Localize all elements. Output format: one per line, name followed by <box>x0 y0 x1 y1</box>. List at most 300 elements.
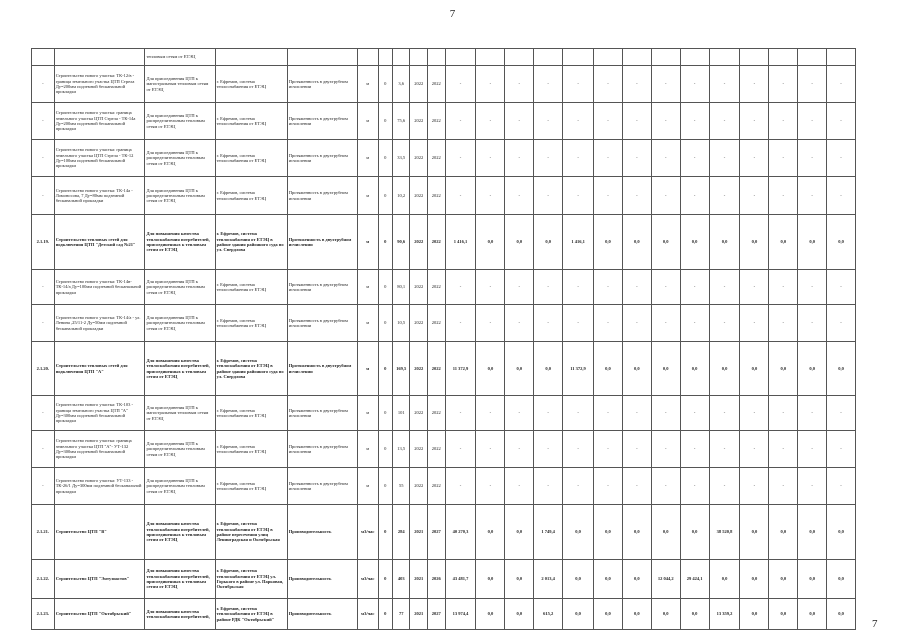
cell-year-start: 2022 <box>410 305 428 342</box>
cell-amount: - <box>534 270 563 305</box>
cell-amount: 0,0 <box>827 505 856 560</box>
cell-name: Строительство нового участка: граница земельного участка ЦТП Стрела - ТК-14а Ду=200мм подземной бесканальной прокладки <box>54 103 145 140</box>
cell-purpose: Для повышения качества теплоснабжения потребителей, присоединенных к тепловым сетям от ЕТЭЦ <box>145 215 215 270</box>
cell-year-start: 2022 <box>410 270 428 305</box>
cell-amount: 1 749,4 <box>534 505 563 560</box>
cell-amount: 0,0 <box>594 560 623 599</box>
cell-location: г. Ефремов, система теплоснабжения от ЕТЭЦ в районе здания районного суда по ул. Свердлова <box>215 342 287 396</box>
cell-amount: - <box>505 468 534 505</box>
cell-amount: - <box>827 305 856 342</box>
cell-amount: - <box>445 305 476 342</box>
cell-value-before: 0 <box>378 177 392 215</box>
cell-parameter: Протяженность в двухтрубном исчислении <box>287 431 357 468</box>
cell-purpose: Для повышения качества теплоснабжения потребителей, присоединенных к тепловым сетям от ЕТЭЦ <box>145 342 215 396</box>
cell-parameter: Протяженность в двухтрубном исчислении <box>287 140 357 177</box>
cell-year-end: 2022 <box>428 431 446 468</box>
cell-amount: 0,0 <box>563 599 594 630</box>
cell-amount: - <box>505 140 534 177</box>
cell-purpose: Для присоединения ЦТП к распределительным тепловым сетям от ЕТЭЦ <box>145 468 215 505</box>
cell-value-before: 0 <box>378 342 392 396</box>
cell-number: 2.1.19. <box>32 215 55 270</box>
cell-name: Строительство ЦТП "Октябрьский" <box>54 599 145 630</box>
cell-value-after: 3,6 <box>392 66 410 103</box>
cell-amount: 0,0 <box>798 599 827 630</box>
cell-amount: - <box>709 431 740 468</box>
cell-value-after: 10,2 <box>392 177 410 215</box>
cell-amount: - <box>563 396 594 431</box>
cell-amount: 0,0 <box>769 599 798 630</box>
cell-amount: - <box>594 468 623 505</box>
cell-year-start: 2022 <box>410 215 428 270</box>
cell-amount: - <box>445 431 476 468</box>
cell-unit: м <box>357 270 378 305</box>
cell-name: Строительство тепловых сетей для подключения ЦТП "Детский сад №21" <box>54 215 145 270</box>
cell-amount: 13 974,4 <box>445 599 476 630</box>
cell-value-before: 0 <box>378 505 392 560</box>
cell-location: г. Ефремов, система теплоснабжения от ЕТЭЦ в районе здания районного суда по ул. Свердлова <box>215 215 287 270</box>
table-row-section <box>32 505 856 560</box>
cell-value-after: 403 <box>392 560 410 599</box>
cell-amount: - <box>709 270 740 305</box>
cell-parameter: Протяженность в двухтрубном исчислении <box>287 215 357 270</box>
cell-amount: - <box>476 468 505 505</box>
cell-amount: 0,0 <box>476 560 505 599</box>
cell-amount: - <box>827 270 856 305</box>
cell-amount: 0,0 <box>476 342 505 396</box>
cell-location: г. Ефремов, система теплоснабжения от ЕТЭЦ <box>215 396 287 431</box>
cell-amount: - <box>445 66 476 103</box>
cell-year-start: 2021 <box>410 599 428 630</box>
cell-amount: - <box>798 140 827 177</box>
cell-location: г. Ефремов, система теплоснабжения от ЕТЭЦ <box>215 431 287 468</box>
cell-amount: - <box>505 270 534 305</box>
cell-year-start: 2022 <box>410 468 428 505</box>
cell-amount: - <box>680 177 709 215</box>
cell-location: г. Ефремов, система теплоснабжения от ЕТЭЦ ул. Горького в районе ул. Парковая, Октябрьская <box>215 560 287 599</box>
cell-location: г. Ефремов, система теплоснабжения от ЕТЭЦ в районе пересечения улиц Ленинградская и Октябрьская <box>215 505 287 560</box>
cell-amount: 11 372,9 <box>563 342 594 396</box>
cell-year-end: 2026 <box>428 560 446 599</box>
cell-amount: - <box>709 305 740 342</box>
cell-year-end: 2022 <box>428 215 446 270</box>
cell-amount: - <box>594 270 623 305</box>
cell-parameter: Протяженность в двухтрубном исчислении <box>287 177 357 215</box>
cell-value-before: 0 <box>378 270 392 305</box>
cell-value-before: 0 <box>378 396 392 431</box>
cell-year-end: 2022 <box>428 103 446 140</box>
cell-amount: 0,0 <box>505 560 534 599</box>
cell-amount: - <box>563 66 594 103</box>
cell-amount: 0,0 <box>622 505 651 560</box>
cell-amount: - <box>798 431 827 468</box>
cell-amount: - <box>505 431 534 468</box>
cell-amount: 0,0 <box>622 560 651 599</box>
cell-parameter: Производительность <box>287 560 357 599</box>
cell-name: Строительство нового участка: ТК-14в- ТК-14/а Ду=100мм подземной бесканальной прокладки <box>54 270 145 305</box>
cell-parameter: Производительность <box>287 599 357 630</box>
cell-parameter: Протяженность в двухтрубном исчислении <box>287 468 357 505</box>
cell-location: г. Ефремов, система теплоснабжения от ЕТЭЦ <box>215 305 287 342</box>
cell-purpose: Для присоединения ЦТП к магистральным тепловым сетям от ЕТЭЦ <box>145 66 215 103</box>
cell-value-after: 77 <box>392 599 410 630</box>
cell-purpose: Для присоединения ЦТП к распределительным тепловым сетям от ЕТЭЦ <box>145 177 215 215</box>
cell-amount: - <box>798 396 827 431</box>
cell-unit: м <box>357 103 378 140</box>
cell-unit: м3/час <box>357 560 378 599</box>
cell-amount: 0,0 <box>709 560 740 599</box>
cell-amount: 0,0 <box>563 505 594 560</box>
cell-amount: - <box>769 177 798 215</box>
cell-amount: - <box>769 305 798 342</box>
cell-amount: - <box>827 396 856 431</box>
cell-unit: м <box>357 66 378 103</box>
cell-amount: - <box>651 270 680 305</box>
cell-amount: - <box>476 66 505 103</box>
cell-unit: м <box>357 140 378 177</box>
cell-amount: 0,0 <box>476 505 505 560</box>
cell-amount: 0,0 <box>563 560 594 599</box>
cell-amount: 0,0 <box>709 342 740 396</box>
cell-year-start: 2021 <box>410 560 428 599</box>
cell-amount: - <box>740 431 769 468</box>
cell-parameter: Протяженность в двухтрубном исчислении <box>287 270 357 305</box>
cell-amount: - <box>505 396 534 431</box>
cell-purpose: Для повышения качества теплоснабжения потребителей, присоединенных к тепловым сетям от ЕТЭЦ <box>145 560 215 599</box>
table-row <box>32 431 856 468</box>
cell-amount: - <box>622 305 651 342</box>
cell-location: г. Ефремов, система теплоснабжения от ЕТЭЦ <box>215 66 287 103</box>
cell-amount: - <box>827 103 856 140</box>
cell-location: г. Ефремов, система теплоснабжения от ЕТЭЦ в районе РДК "Октябрьский" <box>215 599 287 630</box>
cell-amount: - <box>769 270 798 305</box>
cell-amount: 0,0 <box>827 342 856 396</box>
cell-amount: 13 359,2 <box>709 599 740 630</box>
cell-value-after: 80,1 <box>392 270 410 305</box>
cell-year-start: 2022 <box>410 140 428 177</box>
cell-name: Строительство нового участка: граница земельного участка ЦТП Стрела - ТК-12 Ду=100мм подземной бесканальной прокладки <box>54 140 145 177</box>
cell-amount: 0,0 <box>740 342 769 396</box>
cell-amount: 0,0 <box>680 215 709 270</box>
cell-amount: - <box>740 103 769 140</box>
cell-amount: - <box>534 177 563 215</box>
cell-amount: 0,0 <box>651 215 680 270</box>
cell-amount: - <box>622 177 651 215</box>
cell-value-after: 101 <box>392 396 410 431</box>
cell-value-after: 10,5 <box>392 305 410 342</box>
cell-amount: 0,0 <box>505 215 534 270</box>
page-number-top: 7 <box>449 8 456 20</box>
cell-year-start: 2022 <box>410 103 428 140</box>
cell-amount: 0,0 <box>827 560 856 599</box>
cell-amount: 0,0 <box>505 505 534 560</box>
cell-amount: 0,0 <box>505 342 534 396</box>
cell-amount: 0,0 <box>622 215 651 270</box>
table-row <box>32 468 856 505</box>
cell-amount: - <box>651 66 680 103</box>
cell-amount: - <box>534 103 563 140</box>
cell-name: Строительство нового участка: граница земельного участка ЦТП "А"- УТ-132 Ду=300мм подземной бесканальной прокладки <box>54 431 145 468</box>
cell-amount: - <box>827 140 856 177</box>
cell-year-end: 2022 <box>428 140 446 177</box>
cell-amount: - <box>709 66 740 103</box>
cell-amount: 0,0 <box>622 342 651 396</box>
cell-amount: 0,0 <box>680 599 709 630</box>
cell-purpose: Для присоединения ЦТП к распределительным тепловым сетям от ЕТЭЦ <box>145 270 215 305</box>
cell-amount: - <box>563 468 594 505</box>
table-row-section <box>32 342 856 396</box>
cell-amount: 0,0 <box>769 215 798 270</box>
cell-amount: 0,0 <box>769 342 798 396</box>
cell-parameter: Протяженность в двухтрубном исчислении <box>287 342 357 396</box>
cell-amount: - <box>622 468 651 505</box>
cell-value-after: 75,6 <box>392 103 410 140</box>
cell-year-end: 2022 <box>428 468 446 505</box>
cell-year-end: 2027 <box>428 599 446 630</box>
cell-amount: 0,0 <box>651 342 680 396</box>
cell-amount: - <box>740 270 769 305</box>
cell-amount: - <box>709 396 740 431</box>
cell-amount: - <box>622 66 651 103</box>
cell-amount: - <box>563 103 594 140</box>
cell-amount: - <box>769 468 798 505</box>
cell-value-before: 0 <box>378 140 392 177</box>
cell-amount: 0,0 <box>594 342 623 396</box>
table-row <box>32 66 856 103</box>
cell-amount: - <box>680 396 709 431</box>
cell-amount: 1 416,1 <box>563 215 594 270</box>
cell-number: - <box>32 66 55 103</box>
cell-amount: - <box>651 140 680 177</box>
cell-amount: - <box>594 396 623 431</box>
cell-amount: - <box>680 140 709 177</box>
cell-amount: - <box>651 177 680 215</box>
cell-purpose: тепловым сетям от ЕТЭЦ <box>145 49 215 66</box>
cell-parameter: Протяженность в двухтрубном исчислении <box>287 305 357 342</box>
cell-number: 2.1.21. <box>32 505 55 560</box>
cell-parameter: Протяженность в двухтрубном исчислении <box>287 396 357 431</box>
cell-amount: 0,0 <box>740 215 769 270</box>
cell-amount: 0,0 <box>505 599 534 630</box>
cell-amount: - <box>534 468 563 505</box>
cell-amount: - <box>594 431 623 468</box>
cell-amount: 0,0 <box>827 215 856 270</box>
table-row-section <box>32 599 856 630</box>
cell-amount: 0,0 <box>534 215 563 270</box>
cell-amount: 0,0 <box>622 599 651 630</box>
cell-year-end: 2022 <box>428 177 446 215</box>
page-number-bottom: 7 <box>872 618 878 630</box>
cell-amount: 0,0 <box>680 505 709 560</box>
cell-name: Строительство нового участка: ТК-103 - граница земельного участка ЦТП "А" Ду=300мм подземной бесканальной прокладки <box>54 396 145 431</box>
cell-value-before: 0 <box>378 599 392 630</box>
cell-amount: 0,0 <box>594 505 623 560</box>
cell-amount: - <box>798 103 827 140</box>
cell-year-end: 2022 <box>428 270 446 305</box>
cell-year-start: 2022 <box>410 396 428 431</box>
cell-amount: 0,0 <box>709 215 740 270</box>
cell-amount: 0,0 <box>740 599 769 630</box>
continuation-row <box>32 49 856 66</box>
cell-number: - <box>32 431 55 468</box>
cell-value-before: 0 <box>378 66 392 103</box>
table-row <box>32 103 856 140</box>
cell-amount: 0,0 <box>798 215 827 270</box>
cell-amount: - <box>563 270 594 305</box>
cell-amount: 0,0 <box>534 342 563 396</box>
cell-amount: 0,0 <box>798 342 827 396</box>
cell-amount: - <box>534 431 563 468</box>
cell-amount: - <box>476 103 505 140</box>
cell-unit: м <box>357 468 378 505</box>
cell-amount: - <box>505 103 534 140</box>
cell-amount: 1 416,1 <box>445 215 476 270</box>
cell-amount: - <box>651 103 680 140</box>
cell-value-after: 90,6 <box>392 215 410 270</box>
cell-amount: - <box>740 396 769 431</box>
cell-amount: - <box>827 468 856 505</box>
cell-amount: - <box>445 103 476 140</box>
cell-year-start: 2022 <box>410 177 428 215</box>
table-row-section <box>32 560 856 599</box>
cell-amount: - <box>594 305 623 342</box>
cell-amount: - <box>709 468 740 505</box>
cell-amount: - <box>769 431 798 468</box>
cell-name: Строительство нового участка: ТК-14/а - ул. Ленина ,25/11-2 Ду=50мм подземной бесканальной прокладки <box>54 305 145 342</box>
cell-year-start: 2022 <box>410 66 428 103</box>
cell-value-after: 284 <box>392 505 410 560</box>
cell-amount: - <box>709 177 740 215</box>
cell-purpose: Для повышения качества теплоснабжения потребителей, присоединенных к тепловым сетям от ЕТЭЦ <box>145 505 215 560</box>
cell-amount: - <box>534 305 563 342</box>
cell-amount: - <box>505 177 534 215</box>
cell-amount: - <box>594 140 623 177</box>
cell-amount: 0,0 <box>740 505 769 560</box>
cell-value-before: 0 <box>378 103 392 140</box>
cell-year-start: 2021 <box>410 505 428 560</box>
cell-amount: - <box>476 431 505 468</box>
cell-amount: - <box>651 305 680 342</box>
cell-amount: - <box>827 177 856 215</box>
cell-amount: - <box>622 431 651 468</box>
cell-amount: - <box>769 66 798 103</box>
cell-unit: м <box>357 431 378 468</box>
cell-amount: 11 372,9 <box>445 342 476 396</box>
cell-amount: - <box>476 177 505 215</box>
cell-amount: - <box>476 396 505 431</box>
cell-amount: 0,0 <box>651 599 680 630</box>
cell-number: - <box>32 103 55 140</box>
cell-amount: 0,0 <box>594 215 623 270</box>
cell-purpose: Для присоединения ЦТП к распределительным тепловым сетям от ЕТЭЦ <box>145 103 215 140</box>
cell-amount: - <box>445 270 476 305</box>
cell-amount: - <box>769 140 798 177</box>
cell-location: г. Ефремов, система теплоснабжения от ЕТЭЦ <box>215 103 287 140</box>
cell-amount: - <box>594 66 623 103</box>
cell-value-before: 0 <box>378 215 392 270</box>
cell-amount: - <box>680 103 709 140</box>
cell-amount: - <box>740 140 769 177</box>
cell-amount: - <box>827 66 856 103</box>
cell-amount: 0,0 <box>740 560 769 599</box>
cell-amount: - <box>798 66 827 103</box>
cell-amount: - <box>476 305 505 342</box>
cell-purpose: Для присоединения ЦТП к магистральным тепловым сетям от ЕТЭЦ <box>145 396 215 431</box>
cell-amount: - <box>505 66 534 103</box>
cell-amount: - <box>680 305 709 342</box>
cell-location: г. Ефремов, система теплоснабжения от ЕТЭЦ <box>215 140 287 177</box>
cell-amount: - <box>680 66 709 103</box>
cell-parameter: Производительность <box>287 505 357 560</box>
cell-amount: 0,0 <box>476 215 505 270</box>
cell-year-start: 2022 <box>410 431 428 468</box>
cell-amount: - <box>622 140 651 177</box>
cell-amount: 0,0 <box>798 560 827 599</box>
cell-amount: - <box>563 177 594 215</box>
cell-amount: - <box>680 468 709 505</box>
cell-amount: 0,0 <box>651 505 680 560</box>
cell-name: Строительство ЦТП "Энтузиастов" <box>54 560 145 599</box>
cell-unit: м <box>357 215 378 270</box>
cell-name: Строительство нового участка: ТК-12/в - граница земельного участка ЦТП Стрела Ду=200мм подземной бесканальной прокладки <box>54 66 145 103</box>
cell-amount: - <box>563 140 594 177</box>
cell-number: - <box>32 305 55 342</box>
cell-location: г. Ефремов, система теплоснабжения от ЕТЭЦ <box>215 177 287 215</box>
cell-amount: 0,0 <box>476 599 505 630</box>
cell-parameter: Протяженность в двухтрубном исчислении <box>287 66 357 103</box>
cell-year-start: 2022 <box>410 342 428 396</box>
cell-amount: 43 481,7 <box>445 560 476 599</box>
cell-amount: - <box>680 431 709 468</box>
cell-number: 2.1.20. <box>32 342 55 396</box>
cell-unit: м <box>357 342 378 396</box>
cell-amount: - <box>594 177 623 215</box>
cell-amount: - <box>740 468 769 505</box>
cell-value-after: 33,5 <box>392 140 410 177</box>
cell-amount: - <box>534 140 563 177</box>
cell-amount: - <box>740 66 769 103</box>
cell-number: - <box>32 270 55 305</box>
cell-amount: 0,0 <box>594 599 623 630</box>
cell-amount: - <box>651 431 680 468</box>
cell-name: Строительство нового участка: ТК-14а - Ломоносова, 7 Ду=80мм подземной бесканальной прокладки <box>54 177 145 215</box>
cell-value-after: 13,5 <box>392 431 410 468</box>
cell-name: Строительство нового участка: УТ-133 - ТК-26/1 Ду=300мм подземной бесканальной прокладки <box>54 468 145 505</box>
cell-amount: - <box>769 396 798 431</box>
cell-amount: - <box>827 431 856 468</box>
cell-amount: 0,0 <box>769 560 798 599</box>
cell-name: Строительство ЦТП "В" <box>54 505 145 560</box>
cell-purpose: Для присоединения ЦТП к распределительным тепловым сетям от ЕТЭЦ <box>145 305 215 342</box>
cell-amount: 40 270,3 <box>445 505 476 560</box>
cell-year-end: 2027 <box>428 505 446 560</box>
cell-purpose: Для присоединения ЦТП к распределительным тепловым сетям от ЕТЭЦ <box>145 431 215 468</box>
cell-year-end: 2022 <box>428 66 446 103</box>
cell-amount: - <box>680 270 709 305</box>
cell-amount: - <box>445 396 476 431</box>
cell-amount: - <box>798 305 827 342</box>
cell-number: - <box>32 396 55 431</box>
cell-amount: - <box>563 431 594 468</box>
cell-amount: - <box>534 66 563 103</box>
cell-number: - <box>32 468 55 505</box>
cell-amount: 0,0 <box>827 599 856 630</box>
table-row <box>32 177 856 215</box>
cell-amount: - <box>798 270 827 305</box>
cell-amount: 0,0 <box>798 505 827 560</box>
cell-purpose: Для присоединения ЦТП к распределительным тепловым сетям от ЕТЭЦ <box>145 140 215 177</box>
cell-year-end: 2022 <box>428 342 446 396</box>
table-row <box>32 140 856 177</box>
